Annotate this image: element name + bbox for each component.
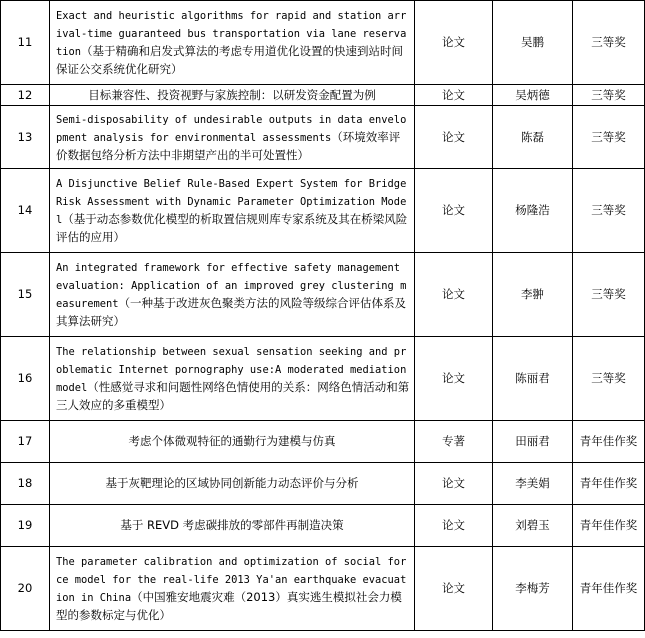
title-english: The relationship between sexual sensation seeking and problematic Internet pornography use:A moderated mediation model [56,346,407,394]
author: 李梅芳 [493,547,573,631]
author: 李翀 [493,253,573,337]
title-chinese: 目标兼容性、投资视野与家族控制：以研发资金配置为例 [88,87,376,102]
title-chinese: （基于精确和启发式算法的考虑专用道优化设置的快速到站时间保证公交系统优化研究） [56,44,404,76]
award-level: 青年佳作奖 [573,547,645,631]
title-chinese: （一种基于改进灰色聚类方法的风险等级综合评估体系及其算法研究） [56,296,407,328]
row-number: 14 [1,169,50,253]
work-type: 论文 [415,505,493,547]
row-number: 20 [1,547,50,631]
award-level: 青年佳作奖 [573,463,645,505]
row-number: 12 [1,85,50,106]
title-english: A Disjunctive Belief Rule-Based Expert System for Bridge Risk Assessment with Dynamic Parameter Optimization Model [56,178,407,226]
author: 吴炳德 [493,85,573,106]
work-type: 专著 [415,421,493,463]
row-number: 16 [1,337,50,421]
author: 刘碧玉 [493,505,573,547]
paper-title [50,547,415,631]
award-level: 三等奖 [573,169,645,253]
table-row [1,169,645,253]
row-number: 11 [1,1,50,85]
paper-title [50,106,415,169]
table-row [1,106,645,169]
title-chinese: 基于灰靶理论的区域协同创新能力动态评价与分析 [105,476,359,490]
paper-title [50,421,415,463]
table-row [1,547,645,631]
title-english: Exact and heuristic algorithms for rapid and station arrival-time guaranteed bus transportation via lane reservation [56,10,407,58]
title-chinese: （中国雅安地震灾难（2013）真实逃生模拟社会力模型的参数标定与优化） [56,590,402,622]
table-row [1,421,645,463]
title-chinese: （基于动态参数优化模型的析取置信规则库专家系统及其在桥梁风险评估的应用） [56,212,408,244]
paper-title [50,337,415,421]
award-level: 三等奖 [573,106,645,169]
row-number: 18 [1,463,50,505]
row-number: 13 [1,106,50,169]
award-level: 青年佳作奖 [573,421,645,463]
table-row [1,505,645,547]
award-level: 三等奖 [573,337,645,421]
author: 陈丽君 [493,337,573,421]
author: 杨隆浩 [493,169,573,253]
work-type: 论文 [415,337,493,421]
work-type: 论文 [415,85,493,106]
paper-title [50,463,415,505]
author: 陈磊 [493,106,573,169]
title-chinese: 基于 REVD 考虑碳排放的零部件再制造决策 [120,518,344,532]
title-chinese: （性感觉寻求和问题性网络色情使用的关系：网络色情活动和第三人效应的多重模型） [56,380,410,412]
paper-title [50,505,415,547]
table-row [1,85,645,106]
paper-title [50,253,415,337]
work-type: 论文 [415,106,493,169]
row-number: 17 [1,421,50,463]
work-type: 论文 [415,547,493,631]
paper-title [50,1,415,85]
table-row [1,253,645,337]
work-type: 论文 [415,169,493,253]
title-english: Semi-disposability of undesirable outputs in data envelopment analysis for environmental assessments [56,113,407,144]
work-type: 论文 [415,1,493,85]
award-level: 三等奖 [573,1,645,85]
paper-title [50,85,415,106]
title-chinese: 考虑个体微观特征的通勤行为建模与仿真 [128,434,336,448]
award-level: 三等奖 [573,253,645,337]
row-number: 19 [1,505,50,547]
title-english: An integrated framework for effective safety management evaluation: Application of an improved grey clustering measurement [56,262,407,310]
award-level: 青年佳作奖 [573,505,645,547]
author: 吴鹏 [493,1,573,85]
author: 田丽君 [493,421,573,463]
author: 李美娟 [493,463,573,505]
table-row [1,337,645,421]
work-type: 论文 [415,463,493,505]
paper-title [50,169,415,253]
title-english: The parameter calibration and optimization of social force model for the real-life 2013 Ya'an earthquake evacuation in China [56,556,407,604]
award-level: 三等奖 [573,85,645,106]
table-row [1,463,645,505]
table-row [1,1,645,85]
work-type: 论文 [415,253,493,337]
title-chinese: （环境效率评价数据包络分析方法中非期望产出的半可处置性） [56,129,401,162]
row-number: 15 [1,253,50,337]
